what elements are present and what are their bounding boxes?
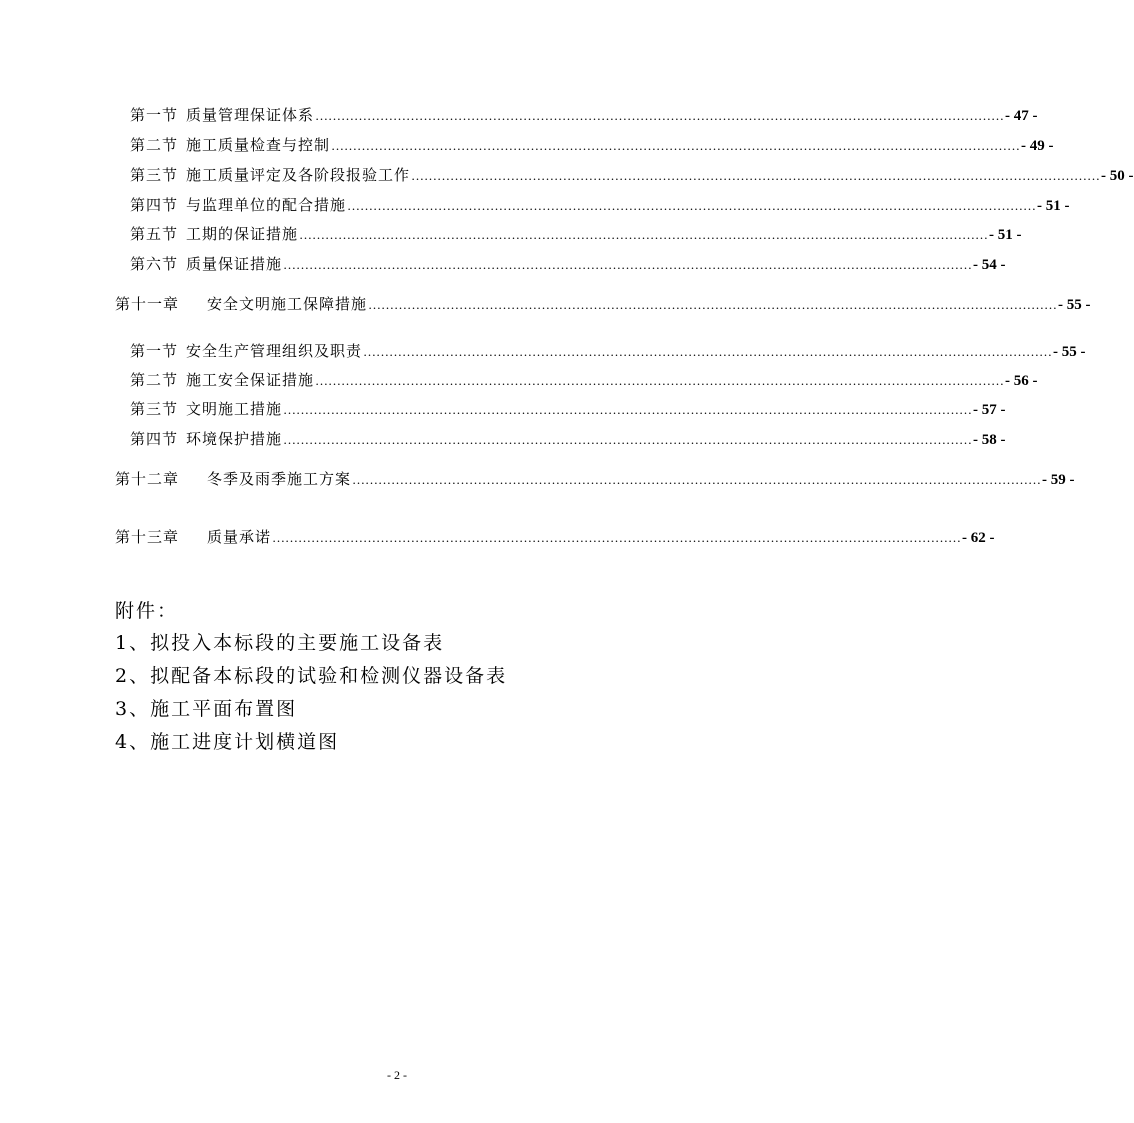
toc-entry[interactable] bbox=[130, 428, 1006, 449]
toc-chapter-entry[interactable] bbox=[115, 468, 1075, 489]
toc-entry-title: 环境保护措施 bbox=[186, 430, 283, 448]
toc-dot-leader: …………………………………………………………………………………………………………………………………………… bbox=[283, 402, 973, 417]
page-number: - 2 - bbox=[387, 1068, 407, 1082]
toc-dot-leader: …………………………………………………………………………………………………………………………………………… bbox=[363, 344, 1053, 359]
toc-entry-page: - 47 - bbox=[1005, 108, 1038, 124]
toc-entry[interactable] bbox=[130, 164, 1134, 185]
attachments-heading: 附件： bbox=[115, 600, 179, 622]
attachment-item: 4、施工进度计划横道图 bbox=[115, 731, 340, 753]
toc-entry-number: 第十二章 bbox=[115, 470, 180, 488]
toc-entry-title: 冬季及雨季施工方案 bbox=[207, 470, 352, 488]
toc-entry-number: 第四节 bbox=[130, 196, 179, 214]
toc-entry-page: - 55 - bbox=[1053, 344, 1086, 360]
toc-entry-number: 第十三章 bbox=[115, 528, 180, 546]
toc-entry-title: 工期的保证措施 bbox=[186, 225, 299, 243]
toc-dot-leader: …………………………………………………………………………………………………………………………………………… bbox=[299, 227, 989, 242]
toc-entry-title: 施工安全保证措施 bbox=[186, 371, 315, 389]
toc-entry-page: - 51 - bbox=[989, 227, 1022, 243]
toc-chapter-entry[interactable] bbox=[115, 293, 1091, 314]
toc-entry-number: 第一节 bbox=[130, 342, 179, 360]
toc-entry-page: - 54 - bbox=[973, 257, 1006, 273]
toc-entry[interactable] bbox=[130, 340, 1086, 361]
toc-entry-page: - 59 - bbox=[1042, 472, 1075, 488]
toc-entry-page: - 56 - bbox=[1005, 373, 1038, 389]
toc-entry-page: - 58 - bbox=[973, 432, 1006, 448]
toc-entry-title: 质量保证措施 bbox=[186, 255, 283, 273]
toc-entry-number: 第十一章 bbox=[115, 295, 180, 313]
toc-entry-number: 第三节 bbox=[130, 400, 179, 418]
toc-dot-leader: …………………………………………………………………………………………………………………………………………… bbox=[411, 168, 1101, 183]
attachment-item: 2、拟配备本标段的试验和检测仪器设备表 bbox=[115, 665, 508, 687]
toc-entry[interactable] bbox=[130, 194, 1070, 215]
toc-dot-leader: …………………………………………………………………………………………………………………………………………… bbox=[347, 198, 1037, 213]
toc-entry[interactable] bbox=[130, 369, 1038, 390]
toc-entry[interactable] bbox=[130, 134, 1054, 155]
toc-entry-page: - 55 - bbox=[1058, 297, 1091, 313]
toc-entry-page: - 57 - bbox=[973, 402, 1006, 418]
attachment-item: 1、拟投入本标段的主要施工设备表 bbox=[115, 632, 445, 654]
toc-entry-number: 第二节 bbox=[130, 371, 179, 389]
toc-dot-leader: …………………………………………………………………………………………………………………………………………… bbox=[272, 530, 962, 545]
toc-dot-leader: …………………………………………………………………………………………………………………………………………… bbox=[315, 108, 1005, 123]
toc-entry-page: - 62 - bbox=[962, 530, 995, 546]
toc-entry-title: 质量管理保证体系 bbox=[186, 106, 315, 124]
toc-entry-number: 第二节 bbox=[130, 136, 179, 154]
toc-dot-leader: …………………………………………………………………………………………………………………………………………… bbox=[283, 432, 973, 447]
toc-entry-title: 质量承诺 bbox=[207, 528, 272, 546]
toc-entry-number: 第四节 bbox=[130, 430, 179, 448]
toc-entry-number: 第一节 bbox=[130, 106, 179, 124]
toc-entry-number: 第三节 bbox=[130, 166, 179, 184]
toc-chapter-entry[interactable] bbox=[115, 526, 995, 547]
toc-entry-title: 安全文明施工保障措施 bbox=[207, 295, 368, 313]
toc-entry-title: 文明施工措施 bbox=[186, 400, 283, 418]
toc-entry[interactable] bbox=[130, 253, 1006, 274]
attachment-item: 3、施工平面布置图 bbox=[115, 698, 298, 720]
toc-entry-title: 与监理单位的配合措施 bbox=[186, 196, 347, 214]
toc-entry-title: 施工质量检查与控制 bbox=[186, 136, 331, 154]
toc-entry-number: 第五节 bbox=[130, 225, 179, 243]
toc-dot-leader: …………………………………………………………………………………………………………………………………………… bbox=[352, 472, 1042, 487]
toc-dot-leader: …………………………………………………………………………………………………………………………………………… bbox=[283, 257, 973, 272]
toc-dot-leader: …………………………………………………………………………………………………………………………………………… bbox=[368, 297, 1058, 312]
toc-entry-title: 安全生产管理组织及职责 bbox=[186, 342, 363, 360]
toc-dot-leader: …………………………………………………………………………………………………………………………………………… bbox=[331, 138, 1021, 153]
toc-entry-page: - 50 - bbox=[1101, 168, 1134, 184]
toc-entry[interactable] bbox=[130, 398, 1006, 419]
toc-dot-leader: …………………………………………………………………………………………………………………………………………… bbox=[315, 373, 1005, 388]
toc-entry-page: - 51 - bbox=[1037, 198, 1070, 214]
toc-entry-title: 施工质量评定及各阶段报验工作 bbox=[186, 166, 411, 184]
toc-entry[interactable] bbox=[130, 223, 1022, 244]
toc-entry[interactable] bbox=[130, 104, 1038, 125]
toc-entry-number: 第六节 bbox=[130, 255, 179, 273]
toc-entry-page: - 49 - bbox=[1021, 138, 1054, 154]
